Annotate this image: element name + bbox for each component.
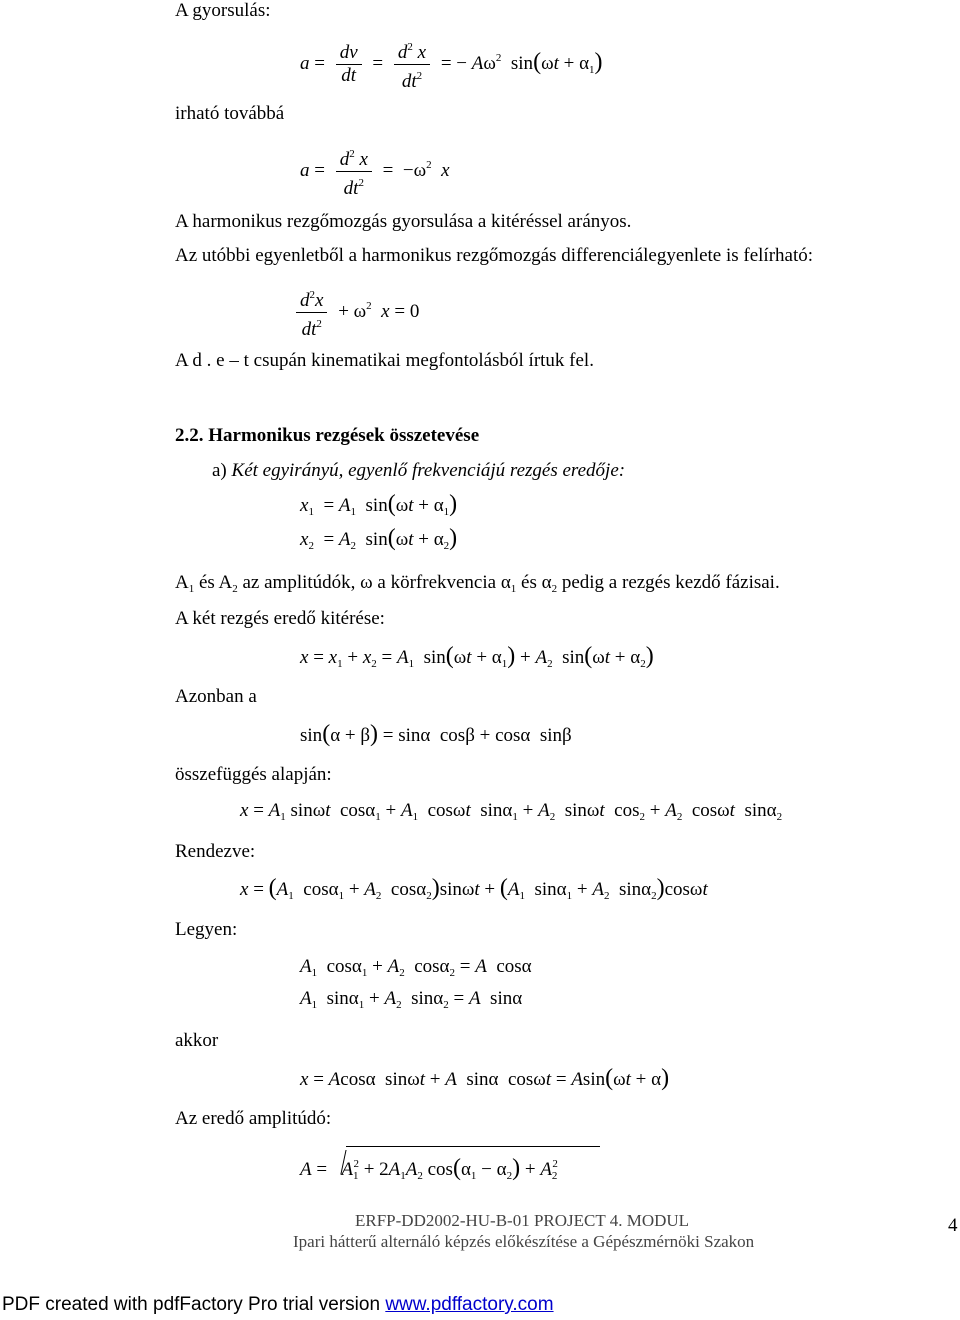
subsection-a-title: Két egyirányú, egyenlő frekvenciájú rezgés eredője: <box>231 460 626 481</box>
equation-let-cos: $A_1$ $\cos\alpha_1 + A_2$ cosα$_2$ = A cosα <box>300 956 532 979</box>
sqrt-bar <box>346 1146 600 1147</box>
text-de: A d . e – t csupán kinematikai megfontolásból írtuk fel. <box>175 350 594 371</box>
pdf-banner-link[interactable]: www.pdffactory.com <box>385 1294 554 1315</box>
text-azonban: Azonban a <box>175 686 257 707</box>
equation-sum: $x = x_1 + x_2 = A_1$ $\sin(\omega t + \alpha_1) + A_2$ $\sin(\omega t + \alpha_2)$ <box>300 643 654 670</box>
equation-identity: sin(α + β) = sinα cosβ + cosα sinβ <box>300 721 572 747</box>
text-utobbi: Az utóbbi egyenletből a harmonikus rezgőmozgás differenciálegyenlete is felírható: <box>175 245 814 266</box>
equation-expanded: $x = A_1$ sinωt $\cos\alpha_1 + A_1$ cosωt $\sin\alpha_1 + A_2$ sinωt $\cos_2 + A_2$ cosωt sinα$_2$ <box>240 800 783 823</box>
equation-x2: $x_2 = A_2$ $\sin(\omega t + \alpha_2)$ <box>300 525 458 552</box>
equation-acceleration-2: a = $\frac{d^2 x}{dt^2}$ = $-\omega^2$ x <box>300 143 450 200</box>
equation-acceleration: a = $\frac{dv}{dt}$ = $\frac{d^2 x}{dt^2}$ = − $A\omega^2$ $\sin(\omega t + \alpha_1)$ <box>300 36 603 93</box>
equation-differential: $\frac{d^2x}{dt^2}$ + $\omega^2$ x = 0 <box>296 284 419 341</box>
text-irhato: irható továbbá <box>175 103 285 124</box>
text-harmonikus: A harmonikus rezgőmozgás gyorsulása a kitéréssel arányos. <box>175 211 632 232</box>
subsection-a <box>212 460 625 482</box>
text-osszefugges: összefüggés alapján: <box>175 764 332 785</box>
equation-amplitude: $A = A_1^2 + 2A_1A_2$ $\cos(\alpha_1 - \alpha_2) + A_2^2$ <box>300 1155 558 1182</box>
equation-x1: $x_1 = A_1$ $\sin(\omega t + \alpha_1)$ <box>300 491 458 518</box>
pdf-banner-text: PDF created with pdfFactory Pro trial version <box>2 1294 386 1315</box>
equation-rearranged: $x = (A_1$ $\cos\alpha_1 + A_2$ $\cos\alpha_2)\sin\omega t + (A_1$ $\sin\alpha_1 + A_2$ sinα$_2$)cosωt <box>240 875 708 902</box>
section-heading: 2.2. Harmonikus rezgések összetevése <box>175 425 480 446</box>
text-amplitudok: $A_1$ és $A_2$ az amplitúdók, ω a körfrekvencia $\alpha_1$ és $\alpha_2$ pedig a rezgés kezdő fázisai. <box>175 572 780 595</box>
text-ket-rezges: A két rezgés eredő kitérése: <box>175 608 385 629</box>
footer-project: ERFP-DD2002-HU-B-01 PROJECT 4. MODUL <box>355 1211 690 1230</box>
pdf-banner <box>2 1294 554 1316</box>
equation-result: x = Acosα sinωt + A sinα cosωt = Asin(ωt + α) <box>300 1065 670 1091</box>
footer-subtitle: Ipari hátterű alternáló képzés előkészítése a Gépészmérnöki Szakon <box>293 1232 755 1251</box>
text-rendezve: Rendezve: <box>175 841 256 862</box>
page-number: 4 <box>948 1215 958 1236</box>
equation-let-sin: $A_1$ $\sin\alpha_1 + A_2$ sinα$_2$ = A sinα <box>300 988 523 1011</box>
text-eredo-amplitudo: Az eredő amplitúdó: <box>175 1108 332 1129</box>
text-legyen: Legyen: <box>175 919 238 940</box>
text-gyorsulas: A gyorsulás: <box>175 0 271 21</box>
text-akkor: akkor <box>175 1030 219 1051</box>
subsection-a-prefix: a) <box>212 460 232 481</box>
